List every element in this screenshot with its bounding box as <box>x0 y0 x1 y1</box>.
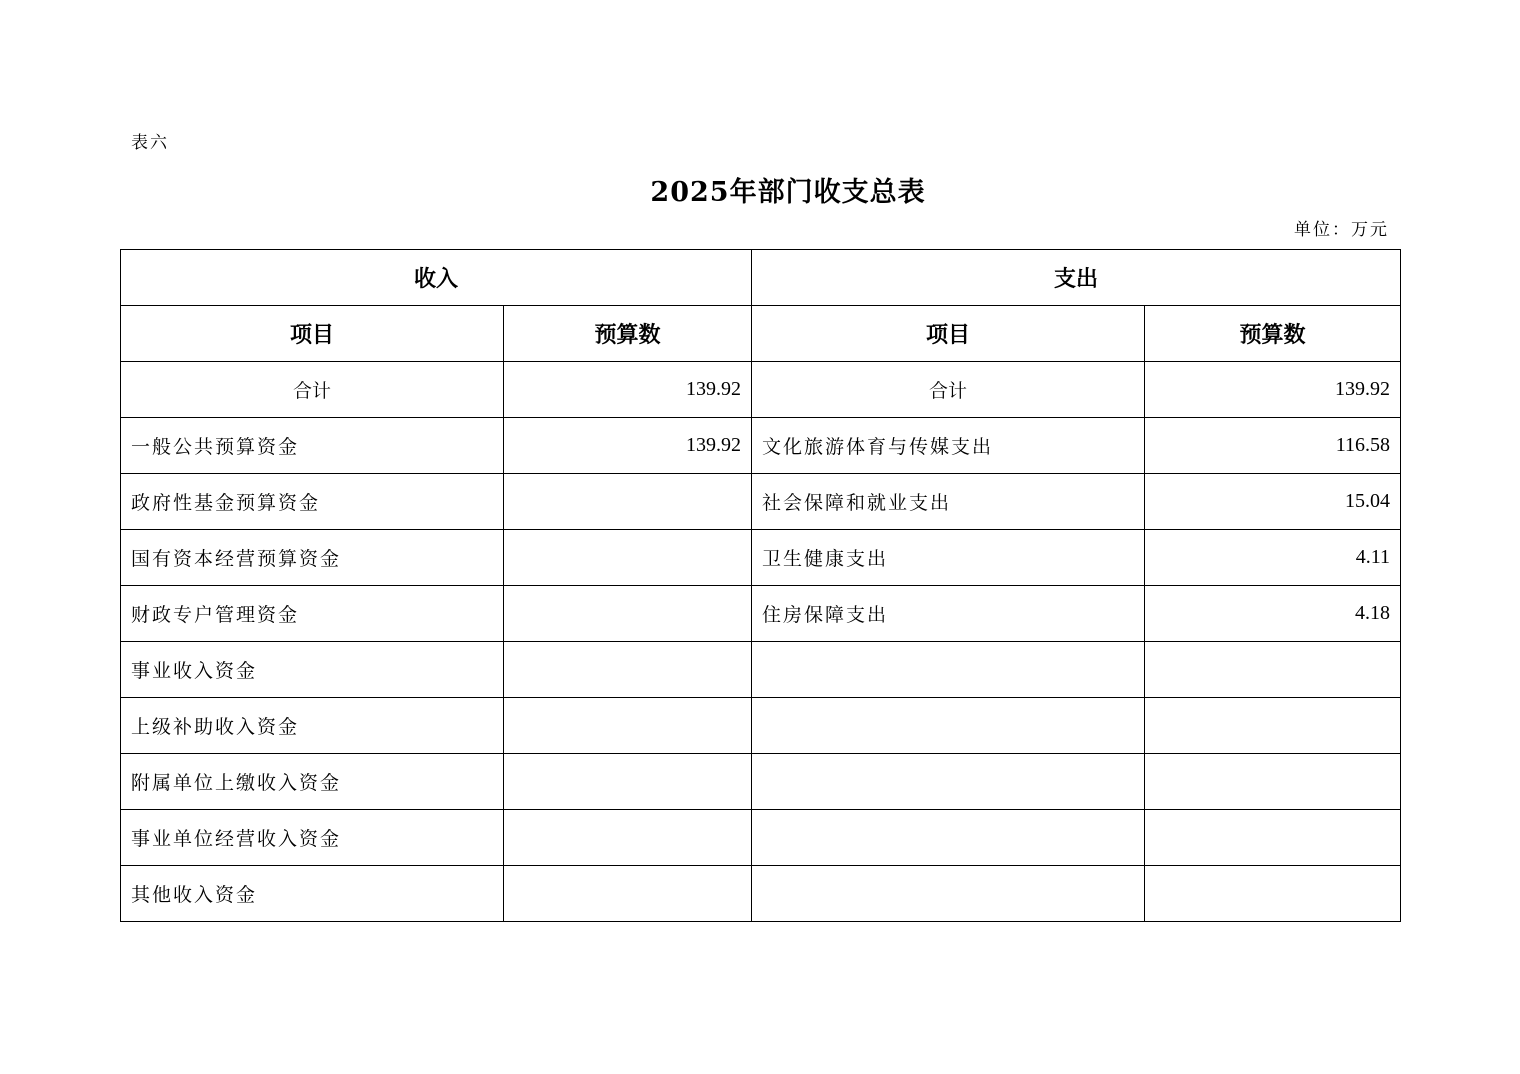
table-row <box>121 474 1401 530</box>
income-group-header: 收入 <box>121 250 752 306</box>
expense-item-cell: 住房保障支出 <box>752 586 1145 642</box>
expense-item-cell: 卫生健康支出 <box>752 530 1145 586</box>
table-row <box>121 418 1401 474</box>
income-total-amount: 139.92 <box>504 362 752 418</box>
column-header-row <box>121 306 1401 362</box>
expense-amount-cell <box>1145 754 1401 810</box>
expense-amount-cell: 4.11 <box>1145 530 1401 586</box>
expense-amount-cell <box>1145 810 1401 866</box>
table-row <box>121 698 1401 754</box>
income-total-label: 合计 <box>121 362 504 418</box>
expense-item-cell: 社会保障和就业支出 <box>752 474 1145 530</box>
table-row <box>121 810 1401 866</box>
income-amount-cell <box>504 866 752 922</box>
income-item-cell: 一般公共预算资金 <box>121 418 504 474</box>
expense-item-cell <box>752 810 1145 866</box>
expense-item-column-header: 项目 <box>752 306 1145 362</box>
income-amount-cell <box>504 810 752 866</box>
income-item-cell: 事业单位经营收入资金 <box>121 810 504 866</box>
expense-amount-column-header: 预算数 <box>1145 306 1401 362</box>
income-item-cell: 事业收入资金 <box>121 642 504 698</box>
income-amount-column-header: 预算数 <box>504 306 752 362</box>
table-row <box>121 754 1401 810</box>
expense-item-cell <box>752 754 1145 810</box>
income-item-cell: 附属单位上缴收入资金 <box>121 754 504 810</box>
expense-item-cell <box>752 698 1145 754</box>
income-amount-cell <box>504 530 752 586</box>
unit-label: 单位：万元 <box>1294 220 1389 240</box>
expense-item-cell: 文化旅游体育与传媒支出 <box>752 418 1145 474</box>
income-item-cell: 其他收入资金 <box>121 866 504 922</box>
expense-item-cell <box>752 642 1145 698</box>
expense-group-header: 支出 <box>752 250 1401 306</box>
group-header-row <box>121 250 1401 306</box>
expense-amount-cell: 4.18 <box>1145 586 1401 642</box>
income-item-column-header: 项目 <box>121 306 504 362</box>
income-item-cell: 财政专户管理资金 <box>121 586 504 642</box>
table-row <box>121 642 1401 698</box>
page-title: 2025年部门收支总表 <box>650 177 926 208</box>
income-item-cell: 政府性基金预算资金 <box>121 474 504 530</box>
expense-amount-cell <box>1145 698 1401 754</box>
income-expense-summary-table <box>120 249 1401 922</box>
table-number: 表六 <box>131 133 169 153</box>
expense-total-label: 合计 <box>752 362 1145 418</box>
income-amount-cell: 139.92 <box>504 418 752 474</box>
income-amount-cell <box>504 474 752 530</box>
expense-amount-cell: 116.58 <box>1145 418 1401 474</box>
income-amount-cell <box>504 754 752 810</box>
expense-amount-cell: 15.04 <box>1145 474 1401 530</box>
income-item-cell: 上级补助收入资金 <box>121 698 504 754</box>
table-row <box>121 530 1401 586</box>
table-row <box>121 586 1401 642</box>
total-row <box>121 362 1401 418</box>
table-row <box>121 866 1401 922</box>
expense-amount-cell <box>1145 642 1401 698</box>
expense-item-cell <box>752 866 1145 922</box>
income-item-cell: 国有资本经营预算资金 <box>121 530 504 586</box>
expense-amount-cell <box>1145 866 1401 922</box>
income-amount-cell <box>504 642 752 698</box>
expense-total-amount: 139.92 <box>1145 362 1401 418</box>
income-amount-cell <box>504 698 752 754</box>
income-amount-cell <box>504 586 752 642</box>
